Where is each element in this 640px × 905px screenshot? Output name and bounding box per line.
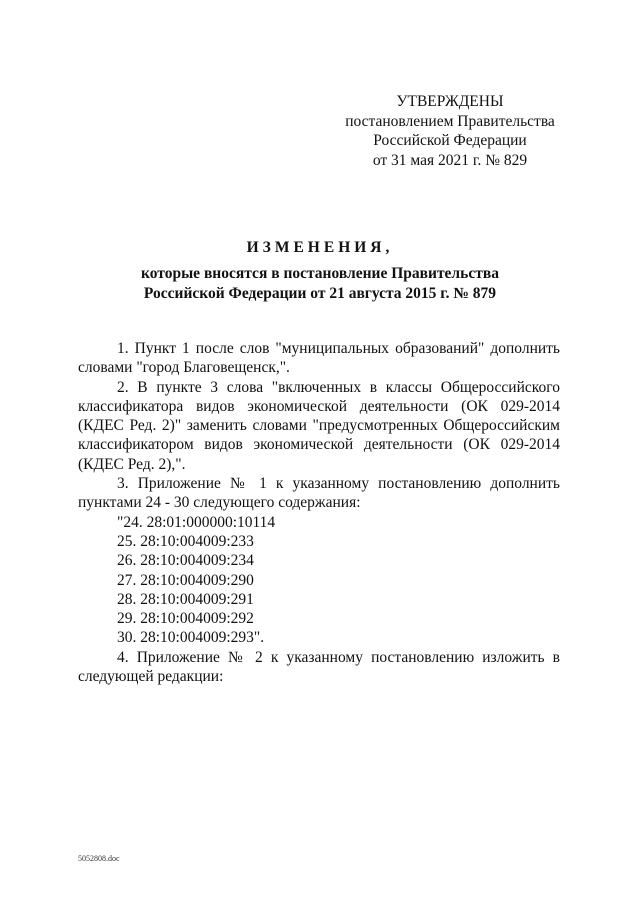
item-2-paragraph: 2. В пункте 3 слова "включенных в классы Общероссийского классификатора видов экономической деятельности (ОК 029-2014 (КДЕС Ред. 2)" заменить словами "предусмотренных Общероссийским классификатором видов экономической деятельности (ОК 029-2014 (КДЕС Ред. 2),". bbox=[78, 378, 560, 473]
approval-line: Российской Федерации bbox=[373, 132, 527, 149]
list-item: 28. 28:10:004009:291 bbox=[117, 590, 254, 608]
list-item: "24. 28:01:000000:10114 bbox=[117, 513, 276, 531]
subtitle-line-2: Российской Федерации от 21 августа 2015 г. № 879 bbox=[143, 284, 497, 302]
list-item: 30. 28:10:004009:293". bbox=[117, 629, 265, 647]
item-1-paragraph: 1. Пункт 1 после слов "муниципальных образований" дополнить словами "город Благовещенск,". bbox=[78, 340, 560, 377]
list-item: 27. 28:10:004009:290 bbox=[117, 571, 254, 589]
approval-title: УТВЕРЖДЕНЫ bbox=[396, 93, 504, 110]
approval-line: постановлением Правительства bbox=[345, 112, 555, 130]
item-3-paragraph: 3. Приложение № 1 к указанному постановлению дополнить пунктами 24 - 30 следующего содержания: bbox=[78, 475, 560, 512]
list-item: 29. 28:10:004009:292 bbox=[117, 610, 254, 628]
approval-block bbox=[300, 92, 600, 170]
item-4-paragraph: 4. Приложение № 2 к указанному постановлению изложить в следующей редакции: bbox=[78, 648, 560, 686]
document-body bbox=[78, 339, 560, 686]
document-file-id: 5052808.doc bbox=[78, 854, 120, 863]
subtitle-line-1: которые вносятся в постановление Правительства bbox=[141, 265, 499, 282]
list-item: 25. 28:10:004009:233 bbox=[117, 532, 254, 550]
cadastral-number-list bbox=[78, 513, 560, 648]
document-title: ИЗМЕНЕНИЯ, bbox=[246, 239, 394, 256]
document-subtitle bbox=[0, 264, 640, 303]
list-item: 26. 28:10:004009:234 bbox=[117, 552, 254, 570]
approval-date-number: от 31 мая 2021 г. № 829 bbox=[372, 151, 528, 169]
